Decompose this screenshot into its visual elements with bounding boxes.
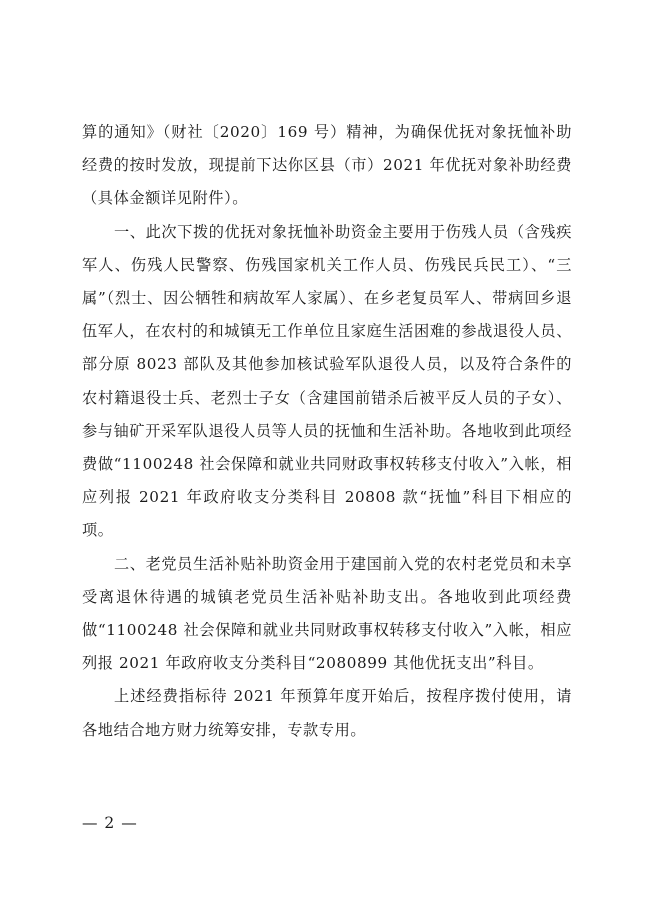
paragraph-section-one: 一、此次下拨的优抚对象抚恤补助资金主要用于伤残人员（含残疾军人、伤残人民警察、伤残国家机关工作人员、伤残民兵民工）、“三属”（烈士、因公牺牲和病故军人家属）、在乡老复员军人、带病回乡退伍军人，在农村的和城镇无工作单位且家庭生活困难的参战退役人员、部分原 8023 部队及其他参加核试验军队退役人员，以及符合条件的农村籍退役士兵、老烈士子女（含建国前错杀后被平反人员的子女）、参与铀矿开采军队退役人员等人员的抚恤和生活补助。各地收到此项经费做“1100248 社会保障和就业共同财政事权转移支付收入”入帐，相应列报 2021 年政府收支分类科目 20808 款“抚恤”科目下相应的项。 [82,222,572,540]
document-body [82,116,572,747]
paragraph-section-two: 二、老党员生活补贴补助资金用于建国前入党的农村老党员和未享受离退休待遇的城镇老党员生活补贴补助支出。各地收到此项经费做“1100248 社会保障和就业共同财政事权转移支付收入”入帐，相应列报 2021 年政府收支分类科目“2080899 其他优抚支出”科目。 [82,554,572,673]
paragraph-closing: 上述经费指标待 2021 年预算年度开始后，按程序拨付使用，请各地结合地方财力统筹安排，专款专用。 [82,687,572,739]
page-number: — 2 — [82,814,138,832]
paragraph-notice-continuation: 算的通知》（财社〔2020〕169 号）精神，为确保优抚对象抚恤补助经费的按时发放，现提前下达你区县（市）2021 年优抚对象补助经费（具体金额详见附件）。 [82,123,572,208]
